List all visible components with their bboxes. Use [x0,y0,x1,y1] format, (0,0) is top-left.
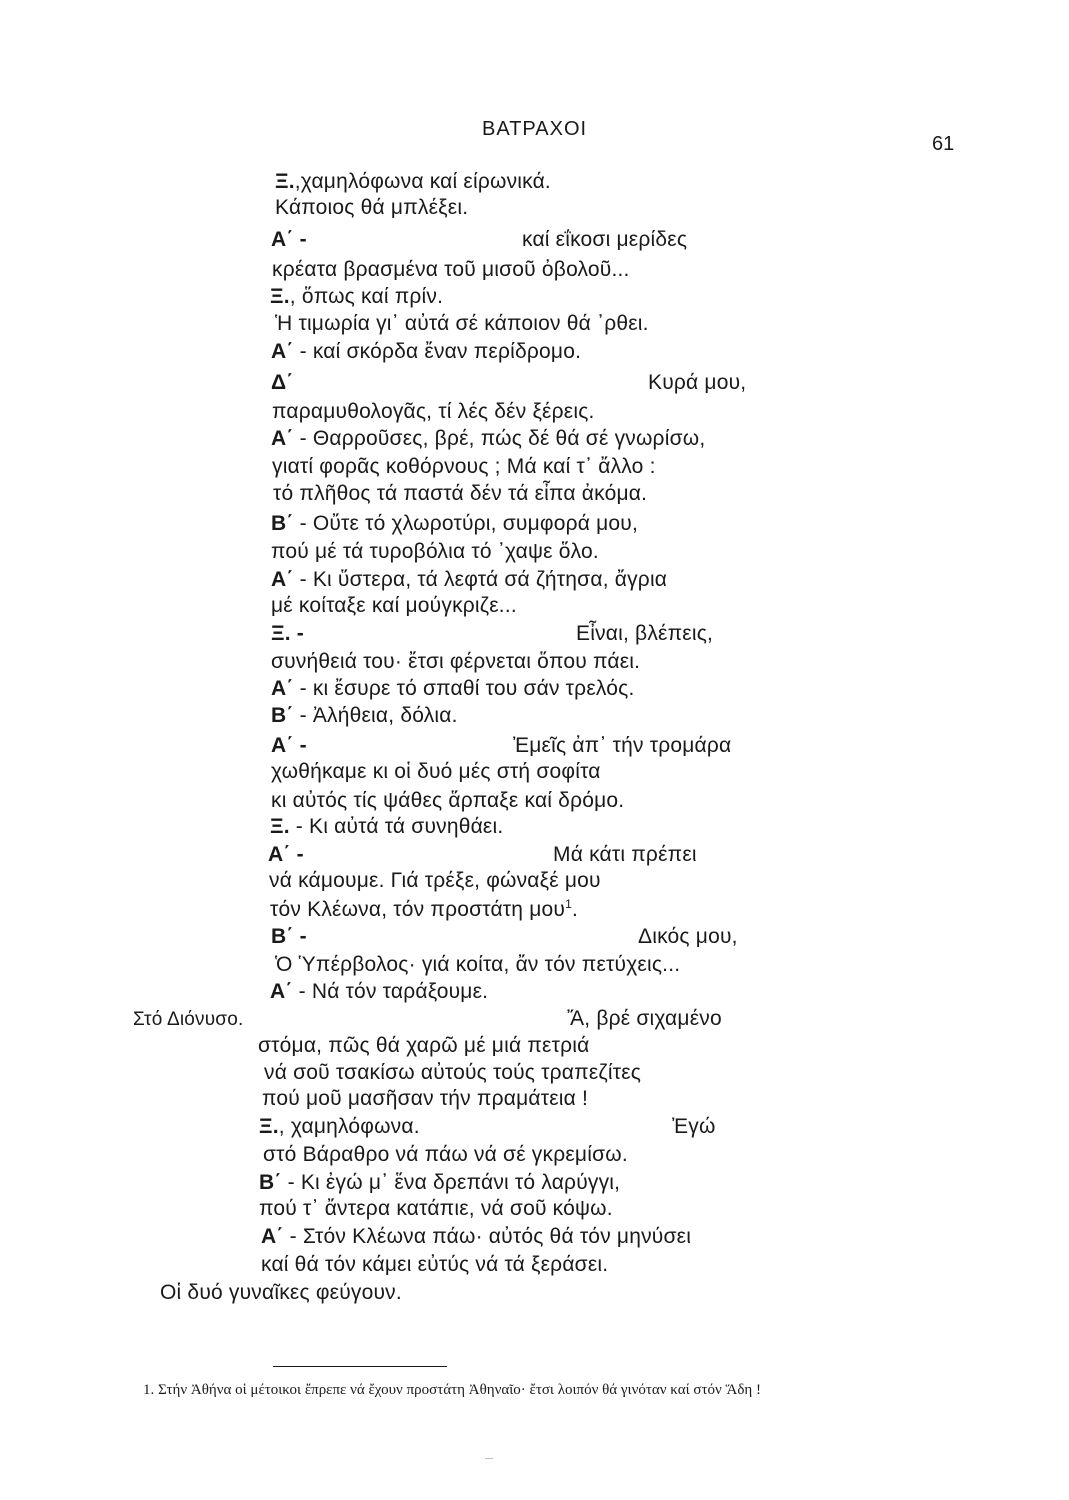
speaker-label: Ξ. [270,815,290,838]
verse-line [160,1281,960,1307]
speaker-label: Ξ. [259,1115,279,1138]
line-text: πού μοῦ μασῆσαν τήν πραμάτεια ! [262,1087,589,1110]
verse-line [275,196,960,222]
speaker-label: Α΄ [271,340,294,363]
speaker-label: Δ΄ [271,371,294,394]
verse-line [271,760,960,786]
line-text: - Κι αὐτά τά συνηθάει. [289,815,504,838]
verse-line [271,677,960,703]
speaker-label: Α΄ [270,980,293,1003]
line-text: - Κι ὕστερα, τά λεφτά σά ζήτησα, ἄγρια [293,568,668,591]
line-text: κρέατα βρασμένα τοῦ μισοῦ ὀβολοῦ... [272,258,630,281]
speaker-label: Α΄ [271,677,294,700]
speaker-label: Ξ. [270,285,290,308]
verse-line [272,455,960,481]
line-continuation: Δικός μου, [638,925,738,948]
verse-line [271,228,960,254]
verse-line [270,980,960,1006]
verse-line [271,622,960,648]
speaker-label: Ξ. [275,170,295,193]
line-text: κι αὐτός τίς ψάθες ἅρπαξε καί δρόμο. [271,789,625,812]
verse-line [264,1061,960,1087]
line-text: - καί σκόρδα ἔναν περίδρομο. [293,340,582,363]
verse-line [275,170,960,196]
verse-line [271,340,960,366]
line-text: πού τ᾽ ἄντερα κατάπιε, νά σοῦ κόψω. [259,1197,613,1220]
line-text: - Κι ἐγώ μ᾽ ἕνα δρεπάνι τό λαρύγγι, [281,1171,621,1194]
page-number: 61 [932,133,955,155]
verse-line [275,953,960,979]
line-text: Ὁ Ὑπέρβολος· γιά κοίτα, ἄν τόν πετύχεις... [275,953,681,976]
line-text: Ἡ τιμωρία γι᾽ αὐτά σέ κάποιον θά ᾽ρθει. [275,312,649,335]
line-continuation: καί εΐκοσι μερίδες [522,228,688,251]
speaker-label: Α΄ - [271,734,307,757]
speaker-label: Α΄ - [268,843,304,866]
speaker-label: Α΄ [271,568,294,591]
line-text: - Στόν Κλέωνα πάω· αὐτός θά τόν μηνύσει [283,1225,692,1248]
line-text: πού μέ τά τυροβόλια τό ᾽χαψε ὅλο. [271,540,599,563]
line-continuation: Ἄ, βρέ σιχαμένο [567,1007,722,1030]
running-title: ΒΑΤΡΑΧΟΙ [482,118,588,140]
line-text: καί θά τόν κάμει εὐτύς νά τά ξεράσει. [261,1253,609,1276]
line-text: παραμυθολογᾶς, τί λές δέν ξέρεις. [272,400,595,423]
verse-line [268,843,960,869]
verse-line [271,789,960,815]
line-text: νά σοῦ τσακίσω αὐτούς τούς τραπεζίτες [264,1061,642,1084]
line-continuation: Μά κάτι πρέπει [553,843,697,866]
footnote: 1. Στήν Ἀθήνα οἱ μέτοικοι ἔπρεπε νά ἔχουν προστάτη Ἀθηναῖο· ἔτσι λοιπόν θά γινόταν καί στόν Ἅδη ! [143,1382,762,1398]
verse-line [271,568,960,594]
speaker-label: Ξ. - [271,622,304,645]
footnote-ref: 1 [565,897,572,911]
footnote-rule [273,1366,447,1367]
verse-line [270,285,960,311]
verse-line [133,1007,960,1033]
verse-line [271,734,960,760]
line-text: στό Βάραθρο νά πάω νά σέ γκρεμίσω. [263,1143,628,1166]
speaker-label: Α΄ - [271,228,307,251]
verse-line: τόν Κλέωνα, τόν προστάτη μου$^1$. [270,897,578,921]
line-continuation: Ἐμεῖς ἀπ᾽ τήν τρομάρα [513,734,732,757]
line-text: Οἱ δυό γυναῖκες φεύγουν. [160,1281,402,1304]
verse-line [262,1087,960,1113]
line-text: ,χαμηλόφωνα καί είρωνικά. [294,170,551,193]
line-text: - Νά τόν ταράξουμε. [292,980,489,1003]
verse-line [259,1197,960,1223]
verse-line [270,815,960,841]
line-text: τόν Κλέωνα, τόν προστάτη μου [270,898,566,921]
speaker-label: Α΄ [261,1225,284,1248]
line-text: - Θαρροῦσες, βρέ, πώς δέ θά σέ γνωρίσω, [293,427,706,450]
line-text: χωθήκαμε κι οἱ δυό μές στή σοφίτα [271,760,601,783]
line-text: , ὅπως καί πρίν. [289,285,444,308]
verse-line [271,925,960,951]
verse-line [271,650,960,676]
line-text: - Ἀλήθεια, δόλια. [293,704,458,727]
line-text: Κάποιος θά μπλέξει. [275,196,469,219]
verse-line [258,1034,960,1060]
verse-line [271,427,960,453]
line-text: μέ κοίταξε καί μούγκριζε... [271,594,517,617]
verse-line [261,1253,960,1279]
verse-line [271,512,960,538]
line-text: νά κάμουμε. Γιά τρέξε, φώναξέ μου [269,869,601,892]
verse-line [263,1143,960,1169]
verse-line [272,400,960,426]
speaker-label: Β΄ - [271,925,307,948]
line-text: συνήθειά του· ἔτσι φέρνεται ὅπου πάει. [271,650,641,673]
line-text: - κι ἔσυρε τό σπαθί του σάν τρελός. [293,677,635,700]
verse-line [275,312,960,338]
line-continuation: Ἐγώ [672,1115,716,1138]
verse-line [271,704,960,730]
verse-line [271,594,960,620]
speaker-label: Β΄ [259,1171,282,1194]
verse-line [271,540,960,566]
page-mark [485,1458,493,1459]
line-continuation: Κυρά μου, [648,371,747,394]
verse-line [259,1115,960,1141]
verse-line [271,371,960,397]
verse-line [259,1171,960,1197]
line-text: στόμα, πῶς θά χαρῶ μέ μιά πετριά [258,1034,590,1057]
line-text: - Οὔτε τό χλωροτύρι, συμφορά μου, [293,512,638,535]
verse-line [272,258,960,284]
speaker-label: Β΄ [271,512,294,535]
speaker-label: Α΄ [271,427,294,450]
verse-line [269,869,960,895]
line-text: , χαμηλόφωνα. [278,1115,420,1138]
line-text: γιατί φορᾶς κοθόρνους ; Μά καί τ᾽ ἄλλο : [272,455,656,478]
verse-line [273,482,960,508]
verse-line [261,1225,960,1251]
line-continuation: Εἶναι, βλέπεις, [576,622,714,645]
speaker-label: Β΄ [271,704,294,727]
stage-direction: Στό Διόνυσο. [133,1009,244,1030]
line-text: τό πλῆθος τά παστά δέν τά εἶπα ἀκόμα. [273,482,648,505]
